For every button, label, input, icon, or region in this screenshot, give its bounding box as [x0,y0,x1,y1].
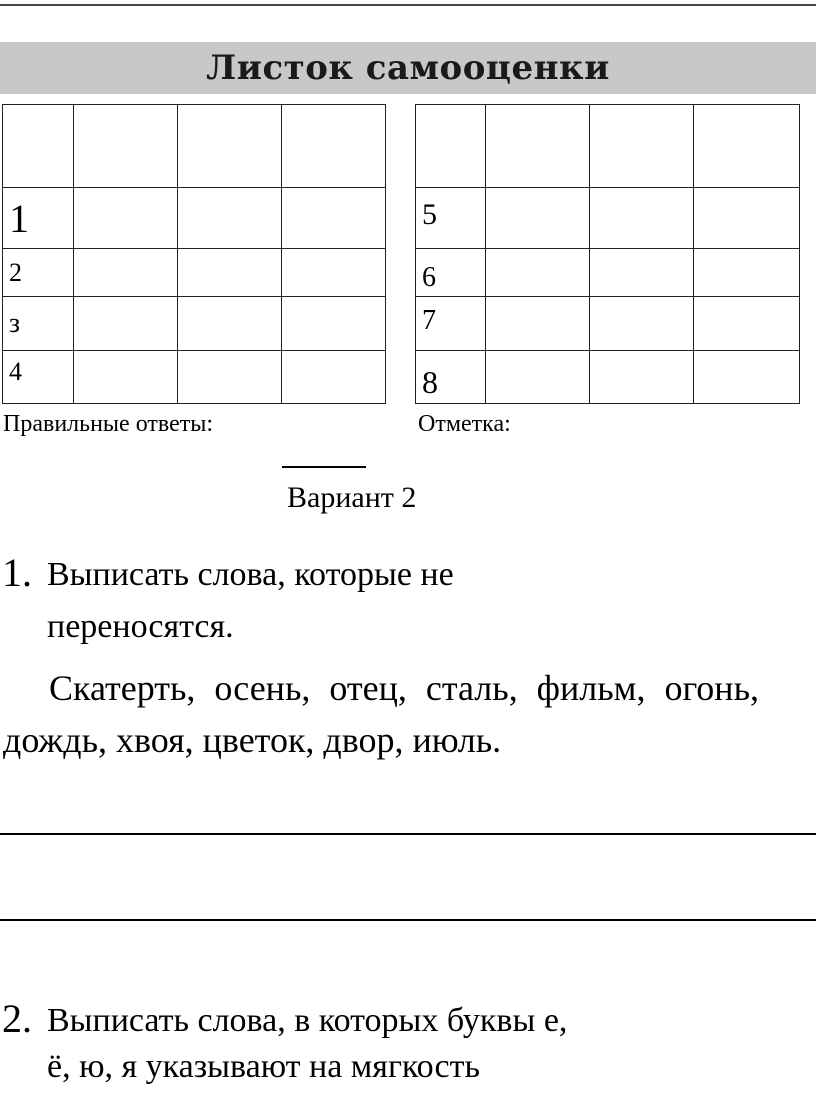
grid-cell[interactable] [178,297,281,351]
grid-cell[interactable] [694,249,800,297]
grid-row [416,351,800,404]
grid-row [3,249,386,297]
grid-cell[interactable] [486,351,590,404]
grid-cell[interactable] [590,188,694,249]
self-assessment-grid-left [2,104,386,404]
self-assessment-grid-right [415,104,800,404]
grid-cell[interactable] [281,105,385,188]
grid-cell[interactable] [590,249,694,297]
blank-line-short [282,466,366,468]
grid-row [416,188,800,249]
grid-cell[interactable] [74,351,178,404]
grid-cell[interactable] [74,297,178,351]
grid-cell[interactable] [486,297,590,351]
grid-cell-number: 6 [416,249,486,297]
grid-cell-number: 8 [416,351,486,404]
answer-line[interactable] [0,919,816,921]
grid-cell-number: 7 [416,297,486,351]
grid-cell[interactable] [281,297,385,351]
question-number: 1. [2,550,32,595]
grid-cell[interactable] [590,351,694,404]
grid-row [3,297,386,351]
page-title: Листок самооценки [0,42,816,94]
grid-cell[interactable] [178,188,281,249]
grid-row [3,105,386,188]
answer-line[interactable] [0,833,816,835]
grid-cell[interactable] [486,105,590,188]
grid-cell-number: 1 [3,188,74,249]
grid-cell[interactable] [694,105,800,188]
grid-cell[interactable] [694,297,800,351]
grid-cell[interactable] [178,351,281,404]
grid-cell[interactable] [178,105,281,188]
grid-cell[interactable] [486,188,590,249]
grid-cell-number [3,105,74,188]
correct-answers-label: Правильные ответы: [3,411,213,437]
grid-cell-number [416,105,486,188]
grade-label: Отметка: [418,411,511,437]
grid-row [416,297,800,351]
question-number: 2. [2,996,32,1041]
grid-cell[interactable] [486,249,590,297]
grid-row [3,188,386,249]
question-text: переносятся. [47,608,234,645]
grid-cell-number: 2 [3,249,74,297]
question-text: Выписать слова, которые не [47,556,454,593]
variant-title: Вариант 2 [287,481,417,514]
question-text: Выписать слова, в которых буквы е, [47,1002,568,1039]
grid-cell[interactable] [281,351,385,404]
grid-cell[interactable] [178,249,281,297]
grid-row [3,351,386,404]
word-list: Скатерть, осень, отец, сталь, фильм, огонь, дождь, хвоя, цветок, двор, июль. [3,668,759,760]
grid-cell[interactable] [74,105,178,188]
grid-row [416,249,800,297]
grid-cell[interactable] [281,249,385,297]
grid-row [416,105,800,188]
grid-cell[interactable] [74,249,178,297]
grid-cell[interactable] [694,351,800,404]
top-rule [0,0,816,6]
question-text: ё, ю, я указывают на мягкость [47,1048,480,1085]
grid-cell-number: з [3,297,74,351]
grid-cell[interactable] [281,188,385,249]
grid-cell[interactable] [74,188,178,249]
grid-cell[interactable] [694,188,800,249]
grid-cell-number: 4 [3,351,74,404]
grid-cell-number: 5 [416,188,486,249]
grid-cell[interactable] [590,297,694,351]
grid-cell[interactable] [590,105,694,188]
